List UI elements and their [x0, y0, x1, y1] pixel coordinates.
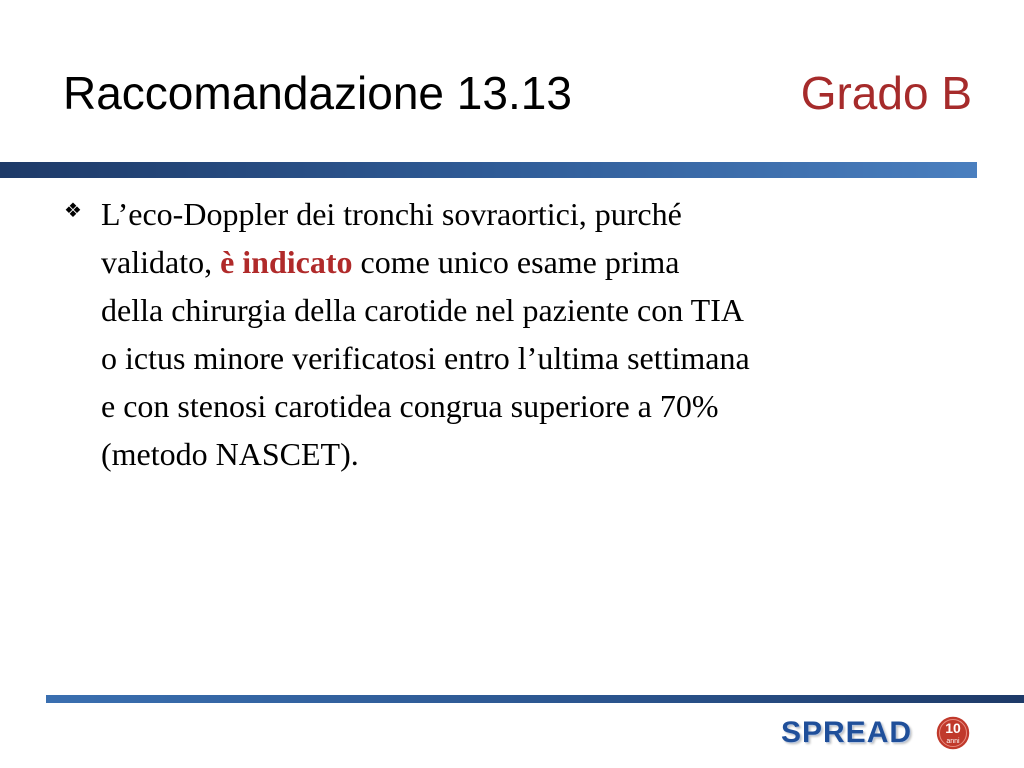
body-line-5: e con stenosi carotidea congrua superiore a 70% — [101, 388, 719, 424]
spread-logo — [775, 715, 975, 755]
badge-number: 10 — [945, 720, 961, 736]
diamond-four-icon: ❖ — [64, 198, 82, 222]
anniversary-badge-icon — [935, 715, 971, 751]
recommendation-text — [101, 190, 941, 478]
badge-word: anni — [946, 738, 960, 745]
body-line-2-post: come unico esame prima — [352, 244, 680, 280]
header-divider-bar — [0, 162, 977, 178]
footer-divider-bar — [46, 695, 1024, 703]
logo-text: SPREAD — [781, 716, 913, 749]
body-line-4: o ictus minore verificatosi entro l’ultima settimana — [101, 340, 750, 376]
body-line-1: L’eco-Doppler dei tronchi sovraortici, purché — [101, 196, 682, 232]
body-line-2-pre: validato, — [101, 244, 221, 280]
slide-title: Raccomandazione 13.13 — [63, 67, 572, 119]
grade-label: Grado B — [800, 67, 972, 119]
body-line-3: della chirurgia della carotide nel paziente con TIA — [101, 292, 744, 328]
body-line-6: (metodo NASCET). — [101, 436, 359, 472]
emphasis-indicato: è indicato — [220, 244, 353, 280]
body-line-2 — [101, 238, 941, 286]
